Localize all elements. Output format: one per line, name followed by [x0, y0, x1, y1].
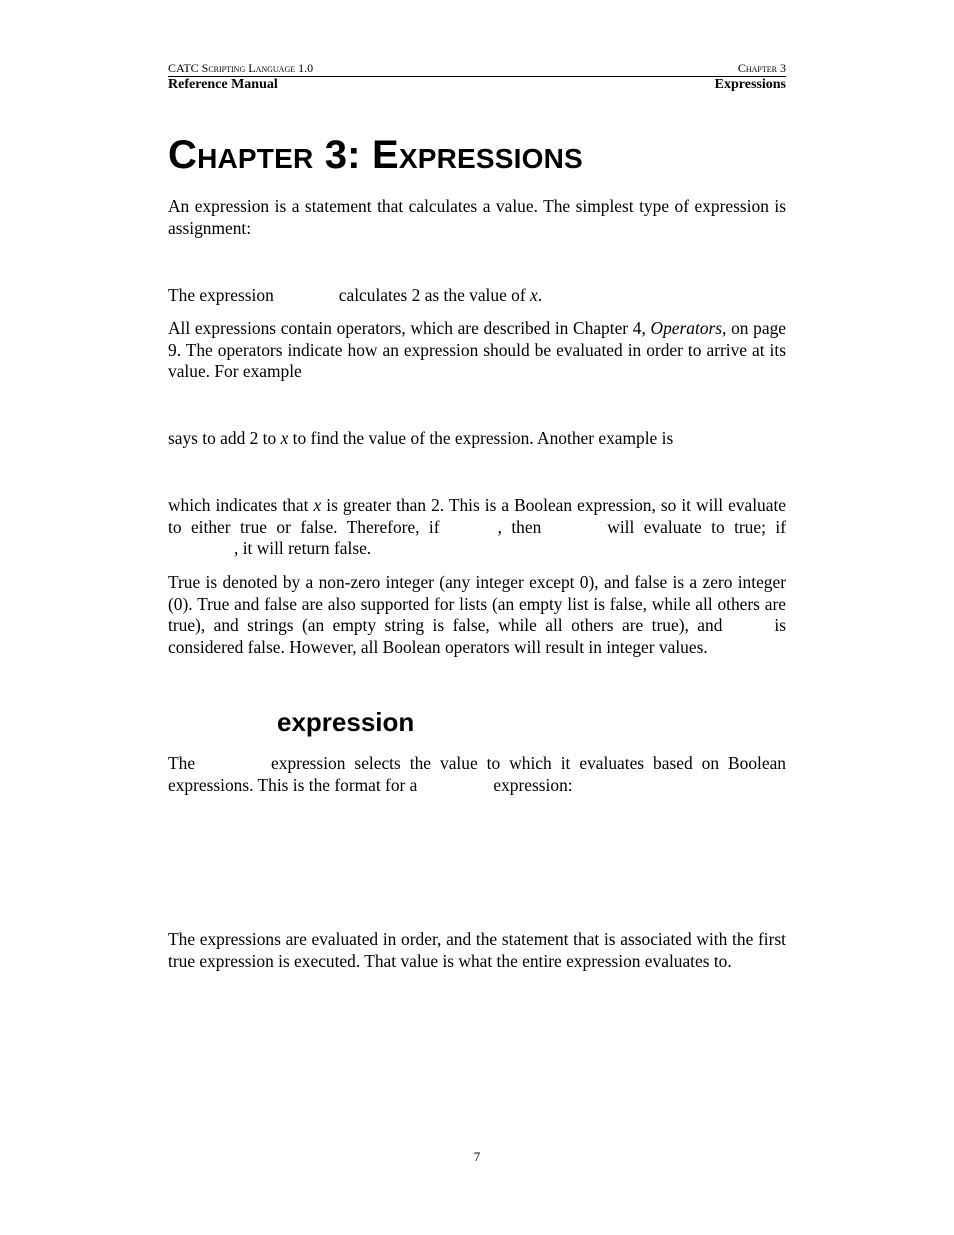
chapter-title: Chapter 3: Expressions	[168, 133, 583, 177]
header-chapter: Chapter 3	[737, 61, 786, 75]
document-page	[168, 0, 786, 1235]
section-heading: expression	[277, 707, 415, 737]
header-manual: Reference Manual	[168, 77, 278, 92]
paragraph-boolean: which indicates that x is greater than 2. This is a Boolean expression, so it will evaluate to either true or false. Therefore, if , then will evaluate to true; if, it will return false.	[168, 495, 787, 559]
paragraph-operators: All expressions contain operators, which are described in Chapter 4, Operators, on page 9. The operators indicate how an expression should be evaluated in order to arrive at its value. For example	[168, 318, 787, 382]
paragraph-intro: An expression is a statement that calculates a value. The simplest type of expression is assignment:	[168, 196, 786, 238]
paragraph-assignment: The expression calculates 2 as the value of x.	[168, 285, 543, 305]
paragraph-select: The expression selects the value to which it evaluates based on Boolean expressions. This is the format for a expression:	[168, 753, 786, 795]
header-product: CATC Scripting Language 1.0	[168, 61, 314, 75]
paragraph-add-example: says to add 2 to x to find the value of the expression. Another example is	[168, 428, 674, 448]
paragraph-true-false: True is denoted by a non-zero integer (any integer except 0), and false is a zero integer (0). True and false are also supported for lists (an empty list is false, while all others are true), and strings (an empty string is false, while all others are true), and is considered false. However, all Boolean operators will result in integer values.	[168, 572, 786, 658]
paragraph-evaluation-order: The expressions are evaluated in order, and the statement that is associated with the first true expression is executed. That value is what the entire expression evaluates to.	[168, 929, 786, 971]
header-section: Expressions	[714, 77, 786, 92]
operators-reference: Operators	[650, 318, 723, 338]
page-number: 7	[473, 1149, 481, 1164]
